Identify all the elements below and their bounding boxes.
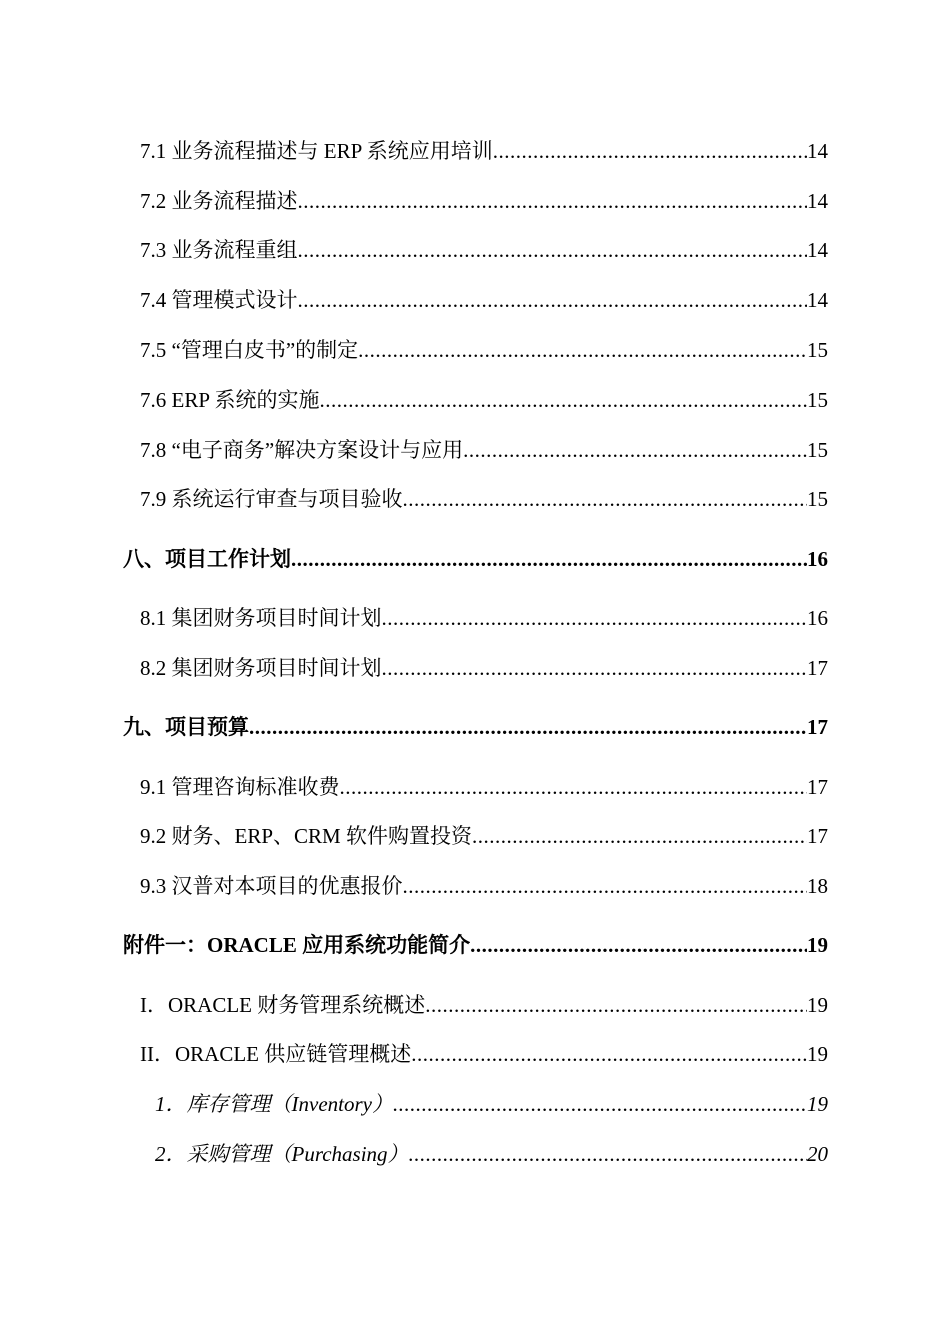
toc-entry-label: II．ORACLE 供应链管理概述 — [140, 1042, 412, 1066]
toc-entry-page: 14 — [807, 189, 828, 213]
toc-entry-label: 9.2 财务、ERP、CRM 软件购置投资 — [140, 824, 472, 848]
toc-entry-label: 八、项目工作计划 — [123, 547, 291, 571]
dot-leader — [249, 713, 807, 741]
toc-entry[interactable] — [0, 1140, 950, 1168]
dot-leader — [382, 654, 808, 682]
toc-entry-label: 1．库存管理（Inventory） — [155, 1092, 393, 1116]
toc-entry[interactable] — [0, 187, 950, 215]
dot-leader — [291, 545, 807, 573]
toc-entry[interactable] — [0, 236, 950, 264]
toc-entry-page: 16 — [807, 606, 828, 630]
toc-entry[interactable] — [0, 931, 950, 959]
toc-entry[interactable] — [0, 485, 950, 513]
dot-leader — [463, 436, 807, 464]
toc-entry-page: 20 — [807, 1142, 828, 1166]
dot-leader — [403, 485, 808, 513]
toc-entry-page: 15 — [807, 388, 828, 412]
toc-entry-page: 19 — [807, 993, 828, 1017]
toc-entry-label: 2．采购管理（Purchasing） — [155, 1142, 409, 1166]
toc-entry-page: 17 — [807, 824, 828, 848]
toc-entry-page: 16 — [807, 547, 828, 571]
dot-leader — [298, 236, 808, 264]
dot-leader — [403, 872, 808, 900]
toc-entry[interactable] — [0, 336, 950, 364]
toc-entry-label: 7.4 管理模式设计 — [140, 288, 298, 312]
toc-entry[interactable] — [0, 713, 950, 741]
toc-entry-page: 15 — [807, 487, 828, 511]
toc-entry[interactable] — [0, 1040, 950, 1068]
toc-entry-label: 7.9 系统运行审查与项目验收 — [140, 487, 403, 511]
toc-entry[interactable] — [0, 822, 950, 850]
toc-entry-page: 17 — [807, 715, 828, 739]
toc-entry-page: 15 — [807, 438, 828, 462]
toc-entry-page: 14 — [807, 238, 828, 262]
toc-entry-page: 19 — [807, 1092, 828, 1116]
dot-leader — [298, 187, 808, 215]
dot-leader — [393, 1090, 807, 1118]
dot-leader — [425, 991, 807, 1019]
toc-entry-page: 14 — [807, 288, 828, 312]
toc-entry-page: 17 — [807, 775, 828, 799]
toc-entry-label: 7.3 业务流程重组 — [140, 238, 298, 262]
dot-leader — [472, 822, 807, 850]
toc-entry[interactable] — [0, 872, 950, 900]
toc-entry[interactable] — [0, 604, 950, 632]
toc-entry-label: 9.1 管理咨询标准收费 — [140, 775, 340, 799]
dot-leader — [340, 773, 808, 801]
toc-entry[interactable] — [0, 773, 950, 801]
toc-entry-label: 8.2 集团财务项目时间计划 — [140, 656, 382, 680]
dot-leader — [409, 1140, 807, 1168]
toc-entry[interactable] — [0, 991, 950, 1019]
toc-entry-label: 7.6 ERP 系统的实施 — [140, 388, 320, 412]
toc-entry-label: 九、项目预算 — [123, 715, 249, 739]
toc-entry-page: 19 — [807, 933, 828, 957]
toc-entry-page: 14 — [807, 139, 828, 163]
toc-entry[interactable] — [0, 436, 950, 464]
toc-entry[interactable] — [0, 654, 950, 682]
toc-entry-label: 8.1 集团财务项目时间计划 — [140, 606, 382, 630]
toc-entry[interactable] — [0, 386, 950, 414]
dot-leader — [319, 386, 807, 414]
toc-entry[interactable] — [0, 286, 950, 314]
toc-entry[interactable] — [0, 137, 950, 165]
toc-entry-label: 附件一：ORACLE 应用系统功能简介 — [123, 933, 471, 957]
toc-entry[interactable] — [0, 545, 950, 573]
toc-entry-page: 19 — [807, 1042, 828, 1066]
dot-leader — [493, 137, 807, 165]
toc-entry-page: 17 — [807, 656, 828, 680]
toc-entry-label: 7.1 业务流程描述与 ERP 系统应用培训 — [140, 139, 493, 163]
toc-entry-label: 7.5 “管理白皮书”的制定 — [140, 338, 359, 362]
toc-entry[interactable] — [0, 1090, 950, 1118]
dot-leader — [358, 336, 807, 364]
toc-entry-page: 18 — [807, 874, 828, 898]
dot-leader — [470, 931, 807, 959]
toc-entry-label: I．ORACLE 财务管理系统概述 — [140, 993, 426, 1017]
toc-entry-page: 15 — [807, 338, 828, 362]
toc-entry-label: 7.8 “电子商务”解决方案设计与应用 — [140, 438, 464, 462]
dot-leader — [298, 286, 808, 314]
dot-leader — [382, 604, 808, 632]
toc-entry-label: 9.3 汉普对本项目的优惠报价 — [140, 874, 403, 898]
toc-entry-label: 7.2 业务流程描述 — [140, 189, 298, 213]
dot-leader — [411, 1040, 807, 1068]
